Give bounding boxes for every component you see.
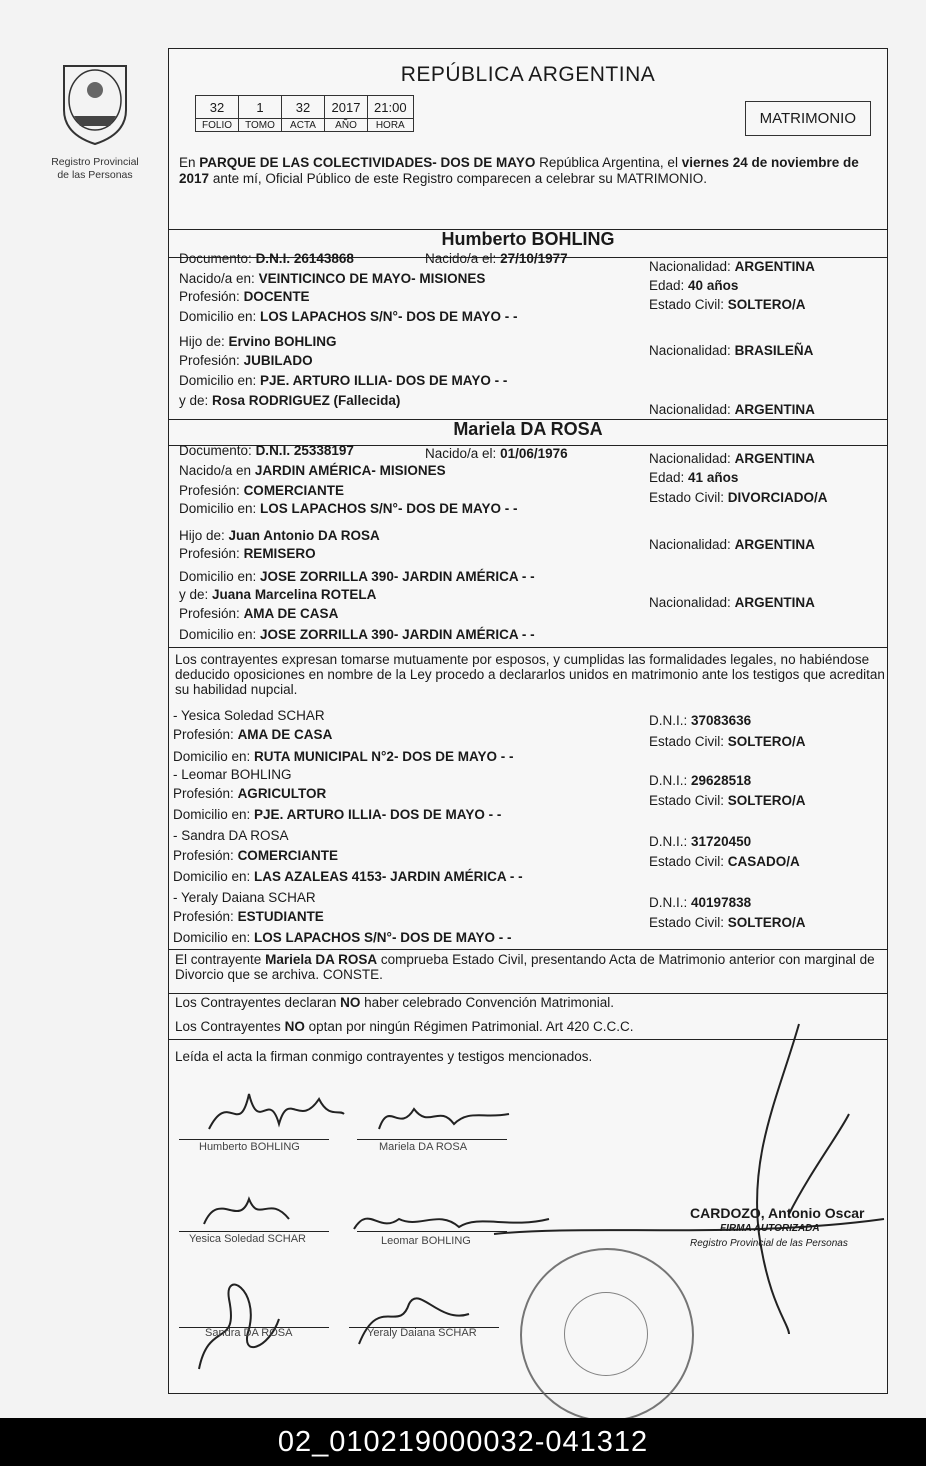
witness-1-profession: Profesión: AMA DE CASA: [173, 727, 333, 742]
spouse2-mother-nationality: Nacionalidad: ARGENTINA: [649, 595, 815, 610]
spouse2-father-profession: Profesión: REMISERO: [179, 546, 316, 561]
witness-1-address: Domicilio en: RUTA MUNICIPAL N°2- DOS DE MAYO - -: [173, 749, 514, 764]
province-seal-icon: [58, 60, 132, 146]
witness-4-profession: Profesión: ESTUDIANTE: [173, 909, 324, 924]
spouse2-father-address: Domicilio en: JOSE ZORRILLA 390- JARDIN AMÉRICA - -: [179, 569, 535, 584]
spouse1-name: Humberto BOHLING: [441, 229, 615, 249]
ceremony-place: PARQUE DE LAS COLECTIVIDADES- DOS DE MAYO: [199, 155, 536, 170]
witness-1-civil-status: Estado Civil: SOLTERO/A: [649, 734, 806, 749]
spouse1-father-address: Domicilio en: PJE. ARTURO ILLIA- DOS DE MAYO - -: [179, 373, 508, 388]
spouse1-birthplace: Nacido/a en: VEINTICINCO DE MAYO- MISIONES: [179, 271, 486, 286]
time-value: 21:00: [368, 96, 414, 119]
spouse2-mother: y de: Juana Marcelina ROTELA: [179, 587, 377, 602]
page-title: REPÚBLICA ARGENTINA: [400, 63, 656, 86]
signer-label: Sandra DA ROSA: [205, 1327, 293, 1339]
acta-value: 32: [282, 96, 325, 119]
spouse2-age: Edad: 41 años: [649, 470, 739, 485]
folio-value: 32: [196, 96, 239, 119]
signer-label: Humberto BOHLING: [199, 1141, 300, 1153]
witness-4-civil-status: Estado Civil: SOLTERO/A: [649, 915, 806, 930]
witness-3-name: - Sandra DA ROSA: [173, 828, 289, 843]
record-meta-table: [195, 95, 414, 132]
official-stamp-icon: [520, 1248, 694, 1422]
record-type-box: MATRIMONIO: [745, 101, 871, 136]
witness-4-name: - Yeraly Daiana SCHAR: [173, 890, 316, 905]
signature-line: [357, 1231, 507, 1232]
spouse2-nationality: Nacionalidad: ARGENTINA: [649, 451, 815, 466]
witness-1-dni: D.N.I.: 37083636: [649, 713, 752, 728]
folio-label: FOLIO: [196, 119, 239, 132]
year-label: AÑO: [325, 119, 368, 132]
signer-label: Leomar BOHLING: [381, 1235, 471, 1247]
official-registry: Registro Provincial de las Personas: [690, 1238, 848, 1249]
signer-label: Yeraly Daiana SCHAR: [367, 1327, 477, 1339]
tomo-label: TOMO: [239, 119, 282, 132]
spouse1-mother: y de: Rosa RODRIGUEZ (Fallecida): [179, 393, 401, 408]
spouse2-profession: Profesión: COMERCIANTE: [179, 483, 345, 498]
witness-3-dni: D.N.I.: 31720450: [649, 834, 752, 849]
spouse1-address: Domicilio en: LOS LAPACHOS S/N°- DOS DE MAYO - -: [179, 309, 518, 324]
acta-label: ACTA: [282, 119, 325, 132]
spouse2-mother-profession: Profesión: AMA DE CASA: [179, 606, 339, 621]
signature-sandra-icon: [179, 1259, 299, 1379]
official-role: FIRMA AUTORIZADA: [720, 1223, 820, 1234]
divider: [169, 647, 887, 648]
spouse2-father: Hijo de: Juan Antonio DA ROSA: [179, 528, 380, 543]
witness-3-civil-status: Estado Civil: CASADO/A: [649, 854, 800, 869]
declaration-text: Los contrayentes expresan tomarse mutuamente por esposos, y cumplidas las formalidades legales, no habiéndose deducido oposiciones en nombre de la Ley procedo a declararlos unidos en matrimonio ante los testigos que acreditan su habilidad nupcial.: [175, 652, 885, 697]
signature-line: [179, 1139, 329, 1140]
spouse2-birthplace: Nacido/a en JARDIN AMÉRICA- MISIONES: [179, 463, 446, 478]
witness-2-civil-status: Estado Civil: SOLTERO/A: [649, 793, 806, 808]
spouse1-profession: Profesión: DOCENTE: [179, 289, 310, 304]
witness-2-profession: Profesión: AGRICULTOR: [173, 786, 327, 801]
spouse1-father: Hijo de: Ervino BOHLING: [179, 334, 337, 349]
regime-note: Los Contrayentes NO optan por ningún Régimen Patrimonial. Art 420 C.C.C.: [175, 1019, 634, 1034]
spouse1-civil-status: Estado Civil: SOLTERO/A: [649, 297, 806, 312]
divider: [169, 949, 887, 950]
witness-2-dni: D.N.I.: 29628518: [649, 773, 752, 788]
document-code: 02_010219000032-041312: [0, 1418, 926, 1466]
signer-label: Mariela DA ROSA: [379, 1141, 468, 1153]
witness-3-profession: Profesión: COMERCIANTE: [173, 848, 339, 863]
signature-line: [179, 1231, 329, 1232]
intro-text: República Argentina, el: [539, 155, 678, 170]
spouse2-address: Domicilio en: LOS LAPACHOS S/N°- DOS DE MAYO - -: [179, 501, 518, 516]
official-block: [690, 1206, 865, 1251]
intro-text: ante mí, Oficial Público de este Registro comparecen a celebrar su MATRIMONIO.: [212, 171, 707, 186]
intro-text: En: [179, 155, 196, 170]
witness-2-address: Domicilio en: PJE. ARTURO ILLIA- DOS DE MAYO - -: [173, 807, 502, 822]
spouse2-birthdate: Nacido/a el: 01/06/1976: [425, 446, 568, 461]
signature-mariela-icon: [369, 1089, 519, 1144]
registry-label-line1: Registro Provincial: [51, 156, 139, 168]
signer-label: Yesica Soledad SCHAR: [189, 1233, 306, 1245]
spouse1-document: Documento: D.N.I. 26143868: [179, 251, 354, 266]
witness-4-dni: D.N.I.: 40197838: [649, 895, 752, 910]
spouse1-nationality: Nacionalidad: ARGENTINA: [649, 259, 815, 274]
signature-yeraly-icon: [349, 1274, 489, 1354]
registry-label-line2: de las Personas: [57, 169, 133, 181]
official-signature-icon: [729, 1014, 869, 1344]
spouse2-civil-status: Estado Civil: DIVORCIADO/A: [649, 490, 828, 505]
spouse1-age: Edad: 40 años: [649, 278, 739, 293]
signature-line: [357, 1139, 507, 1140]
year-value: 2017: [325, 96, 368, 119]
spouse2-name: Mariela DA ROSA: [453, 419, 603, 439]
witness-4-address: Domicilio en: LOS LAPACHOS S/N°- DOS DE MAYO - -: [173, 930, 512, 945]
witness-1-name: - Yesica Soledad SCHAR: [173, 708, 325, 723]
registry-logo: [40, 60, 150, 182]
spouse2-document: Documento: D.N.I. 25338197: [179, 443, 354, 458]
spouse1-mother-nationality: Nacionalidad: ARGENTINA: [649, 402, 815, 417]
spouse1-father-nationality: Nacionalidad: BRASILEÑA: [649, 343, 814, 358]
signature-humberto-icon: [199, 1079, 349, 1139]
witness-3-address: Domicilio en: LAS AZALEAS 4153- JARDIN AMÉRICA - -: [173, 869, 523, 884]
signature-yesica-icon: [189, 1179, 329, 1239]
convention-note: Los Contrayentes declaran NO haber celebrado Convención Matrimonial.: [175, 995, 615, 1010]
marriage-certificate: [168, 48, 888, 1394]
intro-paragraph: [179, 155, 887, 187]
witness-2-name: - Leomar BOHLING: [173, 767, 292, 782]
time-label: HORA: [368, 119, 414, 132]
spouse1-birthdate: Nacido/a el: 27/10/1977: [425, 251, 568, 266]
spouse1-father-profession: Profesión: JUBILADO: [179, 353, 313, 368]
divider: [169, 993, 887, 994]
ceremony-date: viernes 24 de noviembre de 2017: [179, 155, 859, 186]
tomo-value: 1: [239, 96, 282, 119]
closing-text: Leída el acta la firman conmigo contrayentes y testigos mencionados.: [175, 1049, 593, 1064]
spouse2-father-nationality: Nacionalidad: ARGENTINA: [649, 537, 815, 552]
civil-status-note: El contrayente Mariela DA ROSA comprueba Estado Civil, presentando Acta de Matrimonio anterior con marginal de Divorcio que se archiva. CONSTE.: [175, 952, 875, 982]
spouse2-mother-address: Domicilio en: JOSE ZORRILLA 390- JARDIN AMÉRICA - -: [179, 627, 535, 642]
official-name: CARDOZO, Antonio Oscar: [690, 1205, 865, 1221]
